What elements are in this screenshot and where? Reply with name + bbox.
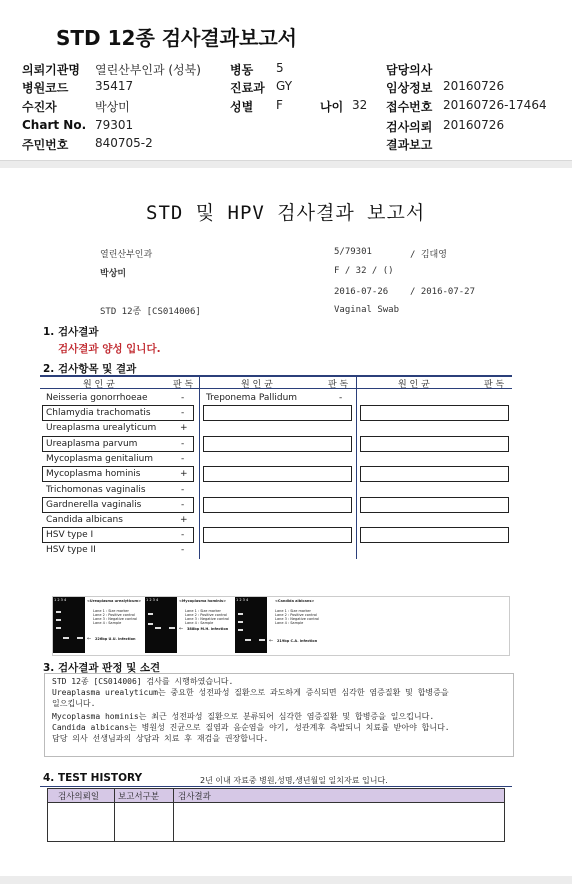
field-value: 5 — [276, 61, 284, 75]
field-label: 의뢰기관명 — [22, 63, 80, 77]
gel-title: <Ureaplasma urealyticum> — [87, 599, 142, 603]
info-patient: 박상미 — [100, 269, 127, 279]
pathogen-result: - — [181, 408, 185, 418]
field-value: GY — [276, 79, 293, 93]
info-doctor: / 김대영 — [410, 250, 447, 260]
field-label: 병원코드 — [22, 81, 69, 95]
opinion-line: Candida albicans는 병원성 진균으로 질염과 음순염을 야기, 성관계후 측발되니 치료를 받아야 합니다. — [52, 723, 450, 732]
gel-lanes: 1 2 3 4 — [236, 598, 249, 602]
row-box — [360, 497, 509, 513]
pathogen-result: - — [181, 485, 185, 495]
field-label: 결과보고 — [386, 138, 433, 152]
pathogen-name: Mycoplasma genitalium — [46, 454, 154, 464]
header-judgement: 판 독 — [328, 380, 349, 390]
row-box — [203, 466, 352, 482]
pathogen-name: Trichomonas vaginalis — [46, 485, 146, 495]
gel-legend: Lane 3 : Negative control — [275, 617, 320, 621]
row-box — [203, 527, 352, 543]
gel-legend: Lane 2 : Positive control — [93, 613, 135, 617]
pathogen-result: - — [181, 439, 185, 449]
field-value: 20160726-17464 — [443, 98, 547, 112]
row-box — [360, 466, 509, 482]
history-top-rule — [40, 786, 512, 787]
arrow-icon: ← — [269, 638, 274, 644]
pathogen-result: - — [181, 545, 185, 555]
pathogen-name: HSV type I — [46, 530, 94, 540]
field-value: 35417 — [95, 79, 134, 93]
history-col-divider — [114, 789, 115, 841]
row-box — [360, 527, 509, 543]
gel-legend: Lane 2 : Positive control — [185, 613, 227, 617]
history-col-header: 검사의뢰일 — [58, 792, 100, 802]
field-label: 검사의뢰 — [386, 120, 433, 134]
row-box — [360, 405, 509, 421]
pathogen-name: Neisseria gonorrhoeae — [46, 393, 148, 403]
gel-lanes: 1 2 3 4 — [146, 598, 159, 602]
history-table — [47, 788, 505, 842]
pathogen-result: - — [181, 454, 185, 464]
opinion-line: Ureaplasma urealyticum는 중요한 성전파성 질환으로 과도하게 증식되면 심각한 염증질환 및 합병증을 — [52, 688, 449, 697]
pathogen-result: + — [180, 469, 188, 479]
arrow-icon: ← — [87, 636, 92, 642]
gel-legend: Lane 3 : Negative control — [185, 617, 230, 621]
field-label: 성별 — [230, 100, 254, 114]
field-label: 병동 — [230, 63, 254, 77]
gel-lanes: 1 2 3 4 — [54, 598, 67, 602]
header-pathogen: 원 인 균 — [241, 380, 273, 390]
field-label: 나이 — [320, 100, 344, 114]
gel-title: <Candida albicans> — [275, 599, 315, 603]
gel-title: <Mycoplasma hominis> — [179, 599, 227, 603]
opinion-line: Mycoplasma hominis는 최근 성전파성 질환으로 분류되어 심각한 염증질환 및 합병증을 일으킵니다. — [52, 712, 435, 721]
gel-legend: Lane 4 : Sample — [93, 621, 122, 625]
arrow-icon: ← — [179, 626, 184, 632]
field-label: Chart No. — [22, 118, 87, 132]
pathogen-name: Ureaplasma parvum — [46, 439, 138, 449]
pathogen-name: Gardnerella vaginalis — [46, 500, 142, 510]
header-pathogen: 원 인 균 — [398, 380, 430, 390]
gel-arrow-label: 226bp U.U. infection — [95, 637, 136, 641]
field-label: 담당의사 — [386, 63, 433, 77]
header-pathogen: 원 인 균 — [83, 380, 115, 390]
gel-image — [235, 597, 267, 653]
info-date-received: 2016-07-26 — [334, 287, 389, 297]
pathogen-name: Mycoplasma hominis — [46, 469, 141, 479]
col-divider — [356, 377, 357, 559]
info-hospital: 열린산부인과 — [100, 250, 153, 260]
pathogen-name: Ureaplasma urealyticum — [46, 423, 157, 433]
history-note: 2년 이내 자료중 병원,성명,생년월일 일치자료 입니다. — [200, 776, 388, 785]
field-label: 주민번호 — [22, 138, 69, 152]
header-judgement: 판 독 — [173, 380, 194, 390]
header-judgement: 판 독 — [484, 380, 505, 390]
section3-heading: 3. 검사결과 판정 및 소견 — [43, 662, 161, 674]
pathogen-result: + — [180, 423, 188, 433]
gel-legend: Lane 1 : Size marker — [185, 609, 221, 613]
result-summary: 검사결과 양성 입니다. — [58, 343, 161, 355]
col-divider — [199, 377, 200, 559]
report-paper — [0, 168, 572, 876]
field-value: 20160726 — [443, 79, 505, 93]
gel-arrow-label: 219bp C.A. infection — [277, 639, 318, 643]
gel-legend: Lane 2 : Positive control — [275, 613, 317, 617]
pathogen-result: - — [339, 393, 343, 403]
row-box — [203, 405, 352, 421]
pathogen-name: HSV type II — [46, 545, 96, 555]
field-value: 열린산부인과 (성북) — [95, 63, 201, 77]
info-sex-age: F / 32 / () — [334, 266, 394, 276]
gel-legend: Lane 1 : Size marker — [93, 609, 129, 613]
section1-heading: 1. 검사결과 — [43, 326, 99, 338]
opinion-line: 일으킵니다. — [52, 699, 96, 708]
history-header-row — [48, 789, 504, 803]
pathogen-name: Chlamydia trachomatis — [46, 408, 151, 418]
field-value: 20160726 — [443, 118, 505, 132]
info-specimen: Vaginal Swab — [334, 305, 400, 315]
gel-image-strip — [52, 596, 510, 656]
gel-legend: Lane 4 : Sample — [185, 621, 214, 625]
field-value: 79301 — [95, 118, 134, 132]
pathogen-result: - — [181, 530, 185, 540]
field-value: 840705-2 — [95, 136, 153, 150]
report-title: STD 및 HPV 검사결과 보고서 — [146, 202, 426, 224]
pathogen-name: Candida albicans — [46, 515, 123, 525]
field-value: 박상미 — [95, 100, 130, 114]
pathogen-result: - — [181, 393, 185, 403]
gel-legend: Lane 4 : Sample — [275, 621, 304, 625]
pathogen-name: Treponema Pallidum — [206, 393, 298, 403]
field-label: 진료과 — [230, 81, 265, 95]
gel-arrow-label: 388bp M.H. infection — [187, 627, 229, 631]
field-label: 수진자 — [22, 100, 57, 114]
info-date-reported: / 2016-07-27 — [410, 287, 476, 297]
info-test: STD 12종 [CS014006] — [100, 307, 201, 317]
info-chart: 5/79301 — [334, 247, 372, 257]
section2-heading: 2. 검사항목 및 결과 — [43, 363, 137, 375]
pathogen-result: + — [180, 515, 188, 525]
field-value: F — [276, 98, 283, 112]
summary-header — [0, 0, 572, 161]
field-label: 임상정보 — [386, 81, 433, 95]
row-box — [203, 436, 352, 452]
history-col-header: 보고서구분 — [118, 792, 160, 802]
pathogen-result: - — [181, 500, 185, 510]
opinion-line: 담당 의사 선생님과의 상담과 치료 후 재검을 권장합니다. — [52, 734, 269, 743]
field-value: 32 — [352, 98, 368, 112]
history-col-divider — [173, 789, 174, 841]
opinion-line: STD 12종 [CS014006] 검사를 시행하였습니다. — [52, 677, 234, 686]
gel-legend: Lane 3 : Negative control — [93, 617, 138, 621]
section4-heading: 4. TEST HISTORY — [43, 772, 143, 784]
row-box — [360, 436, 509, 452]
page-title: STD 12종 검사결과보고서 — [56, 26, 297, 50]
gel-image — [145, 597, 177, 653]
gel-legend: Lane 1 : Size marker — [275, 609, 311, 613]
gel-image — [53, 597, 85, 653]
row-box — [203, 497, 352, 513]
history-col-header: 검사결과 — [178, 792, 211, 802]
field-label: 접수번호 — [386, 100, 433, 114]
